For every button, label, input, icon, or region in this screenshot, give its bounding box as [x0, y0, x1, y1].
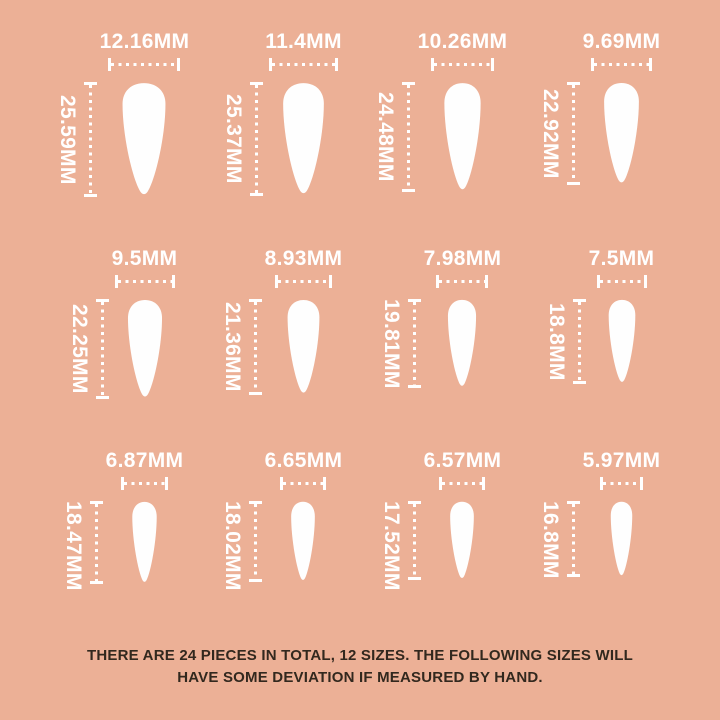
height-dimension-line	[408, 501, 421, 580]
dimension-endcap	[482, 477, 485, 490]
dotted-line	[578, 302, 581, 381]
dimension-endcap	[649, 58, 652, 71]
dotted-line	[272, 63, 335, 66]
dimension-endcap	[249, 579, 262, 582]
dimension-endcap	[84, 194, 97, 197]
height-label: 25.59MM	[56, 94, 80, 185]
footer-note	[30, 645, 690, 689]
height-label: 18.47MM	[62, 501, 86, 591]
width-label: 6.87MM	[105, 449, 184, 472]
nail-size-cell	[378, 247, 502, 389]
height-label: 24.48MM	[374, 92, 398, 182]
dimension-endcap	[165, 477, 168, 490]
dimension-endcap	[177, 58, 180, 71]
nail-shape	[287, 501, 319, 582]
dimension-endcap	[408, 385, 421, 388]
dotted-line	[124, 482, 165, 485]
dimension-endcap	[335, 58, 338, 71]
dimension-endcap	[567, 574, 580, 577]
nail-size-cell	[537, 449, 661, 579]
width-dimension-line	[108, 58, 180, 71]
dimension-endcap	[402, 189, 415, 192]
nail-size-cell	[537, 30, 661, 185]
nail-size-cell	[219, 30, 342, 196]
nail-shape	[438, 82, 487, 192]
width-label: 12.16MM	[99, 30, 190, 53]
dotted-line	[603, 482, 640, 485]
dotted-line	[442, 482, 482, 485]
width-label: 7.5MM	[588, 247, 655, 270]
height-dimension-line	[402, 82, 415, 192]
width-label: 5.97MM	[582, 449, 661, 472]
dimension-endcap	[172, 275, 175, 288]
dotted-line	[413, 504, 416, 577]
dotted-line	[439, 280, 485, 283]
dotted-line	[407, 85, 410, 189]
dotted-line	[118, 280, 172, 283]
dimension-endcap	[640, 477, 643, 490]
dotted-line	[434, 63, 491, 66]
height-label: 21.36MM	[221, 302, 245, 392]
dimension-endcap	[567, 182, 580, 185]
dimension-endcap	[491, 58, 494, 71]
dimension-endcap	[485, 275, 488, 288]
width-label: 6.65MM	[264, 449, 343, 472]
nail-size-cell	[219, 449, 343, 591]
width-dimension-line	[269, 58, 338, 71]
height-dimension-line	[573, 299, 586, 384]
width-label: 9.5MM	[111, 247, 178, 270]
nail-shape	[604, 299, 640, 384]
dimension-endcap	[408, 577, 421, 580]
height-dimension-line	[249, 299, 262, 395]
dotted-line	[89, 85, 92, 194]
dotted-line	[594, 63, 649, 66]
footer-note-text: THERE ARE 24 PIECES IN TOTAL, 12 SIZES. THE FOLLOWING SIZES WILL HAVE SOME DEVIATION IF MEASURED BY HAND.	[87, 647, 633, 686]
height-dimension-line	[567, 501, 580, 577]
nail-shape	[598, 82, 645, 185]
width-label: 9.69MM	[582, 30, 661, 53]
width-dimension-line	[121, 477, 168, 490]
width-label: 8.93MM	[264, 247, 343, 270]
nail-shape	[122, 299, 168, 399]
height-label: 18.8MM	[545, 302, 569, 381]
nail-size-cell	[60, 449, 184, 591]
dimension-endcap	[250, 193, 263, 196]
dimension-endcap	[644, 275, 647, 288]
height-dimension-line	[90, 501, 103, 584]
nail-shape	[446, 501, 478, 580]
nail-size-cell	[219, 247, 343, 395]
dimension-endcap	[90, 581, 103, 584]
width-dimension-line	[600, 477, 643, 490]
height-dimension-line	[408, 299, 421, 388]
dotted-line	[101, 302, 104, 396]
height-label: 16.8MM	[539, 501, 563, 579]
height-dimension-line	[84, 82, 97, 197]
width-dimension-line	[591, 58, 652, 71]
nail-size-cell	[66, 247, 178, 399]
dotted-line	[254, 504, 257, 579]
width-dimension-line	[275, 275, 332, 288]
height-dimension-line	[249, 501, 262, 582]
height-label: 18.02MM	[221, 501, 245, 591]
nail-size-cell	[54, 30, 190, 197]
dotted-line	[600, 280, 644, 283]
dotted-line	[572, 85, 575, 182]
height-label: 22.92MM	[539, 88, 563, 179]
width-label: 6.57MM	[423, 449, 502, 472]
width-dimension-line	[280, 477, 326, 490]
width-dimension-line	[436, 275, 488, 288]
nail-shape	[443, 299, 481, 388]
height-label: 19.81MM	[380, 299, 404, 389]
dotted-line	[413, 302, 416, 385]
width-label: 10.26MM	[417, 30, 508, 53]
nail-shape	[128, 501, 161, 584]
dotted-line	[278, 280, 329, 283]
nail-size-cell	[543, 247, 655, 384]
dimension-endcap	[249, 392, 262, 395]
nail-size-cell	[378, 449, 502, 591]
dotted-line	[95, 504, 98, 581]
dotted-line	[255, 85, 258, 193]
nail-shape	[282, 299, 325, 395]
dimension-endcap	[323, 477, 326, 490]
height-dimension-line	[567, 82, 580, 185]
dotted-line	[283, 482, 323, 485]
dotted-line	[254, 302, 257, 392]
nail-shape	[276, 82, 331, 196]
width-label: 7.98MM	[423, 247, 502, 270]
width-dimension-line	[597, 275, 647, 288]
height-dimension-line	[96, 299, 109, 399]
width-dimension-line	[115, 275, 175, 288]
nail-size-cell	[372, 30, 508, 192]
nail-shape	[115, 82, 173, 197]
dimension-endcap	[329, 275, 332, 288]
width-label: 11.4MM	[265, 30, 342, 53]
width-dimension-line	[439, 477, 485, 490]
width-dimension-line	[431, 58, 494, 71]
nail-shape	[607, 501, 636, 577]
dotted-line	[111, 63, 177, 66]
height-label: 25.37MM	[221, 94, 245, 184]
height-dimension-line	[250, 82, 263, 196]
height-label: 17.52MM	[380, 501, 404, 591]
dotted-line	[572, 504, 575, 574]
height-label: 22.25MM	[68, 304, 92, 394]
dimension-endcap	[96, 396, 109, 399]
dimension-endcap	[573, 381, 586, 384]
